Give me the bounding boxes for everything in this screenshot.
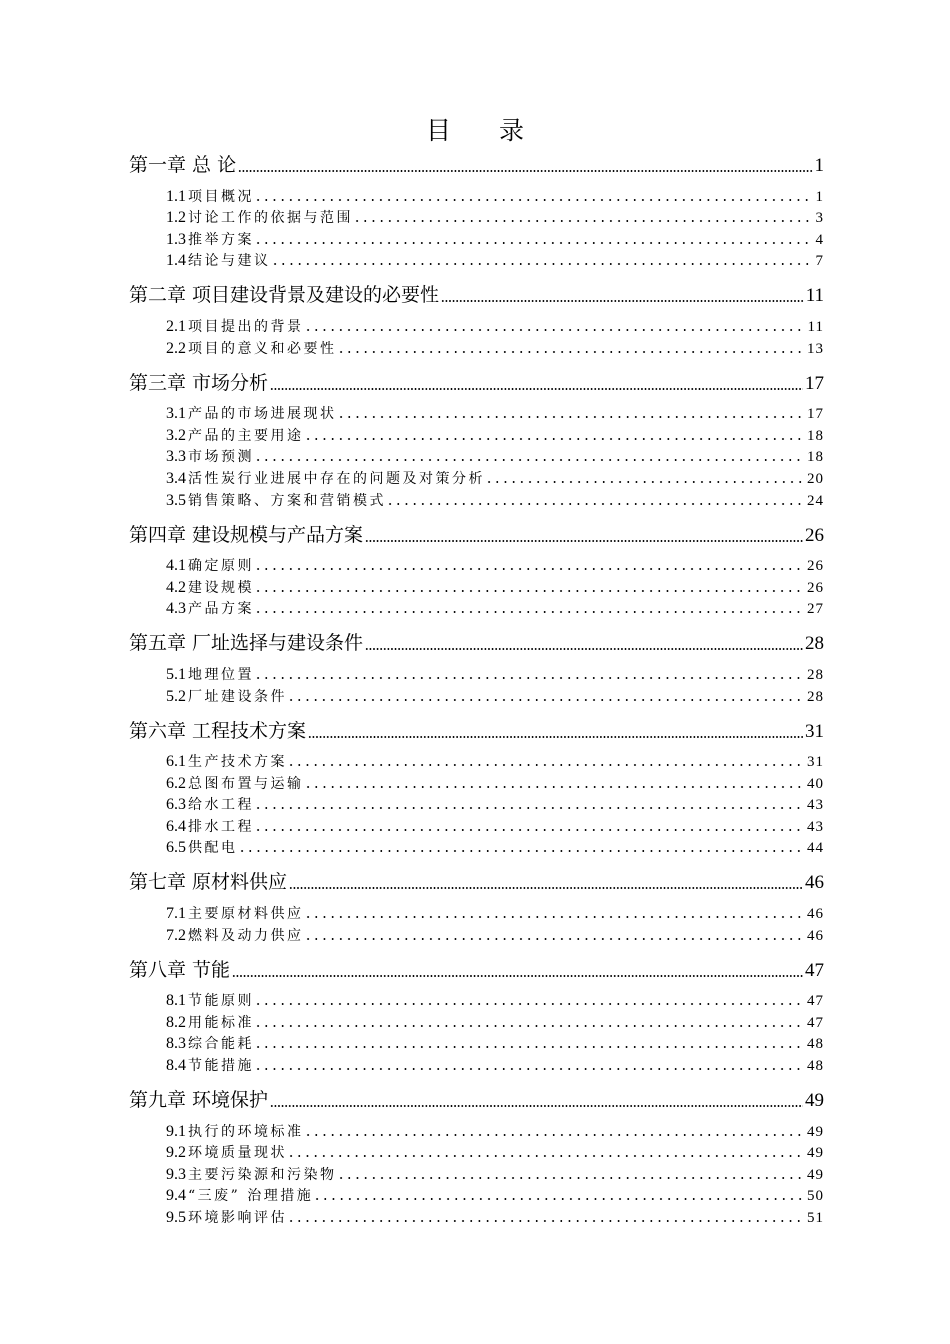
section-page-number: 43 bbox=[807, 818, 824, 835]
dot-leader bbox=[304, 437, 805, 441]
section-number: 1.4 bbox=[166, 252, 186, 270]
section-title: 产品的市场进展现状 bbox=[188, 406, 337, 423]
section-list bbox=[129, 982, 824, 1079]
dot-leader bbox=[353, 219, 813, 223]
toc-chapter-entry[interactable] bbox=[129, 275, 824, 307]
dot-leader bbox=[270, 387, 803, 391]
toc-section-entry[interactable] bbox=[166, 554, 824, 576]
toc-section-entry[interactable] bbox=[166, 1141, 824, 1163]
dot-leader bbox=[304, 915, 805, 919]
dot-leader bbox=[238, 849, 805, 853]
chapter-title: 第九章 环境保护 bbox=[129, 1089, 269, 1112]
section-title: 执行的环境标准 bbox=[188, 1123, 304, 1140]
toc-section-entry[interactable] bbox=[166, 793, 824, 815]
section-number: 3.4 bbox=[166, 469, 186, 487]
section-title: 讨论工作的依据与范围 bbox=[188, 210, 353, 227]
chapter-page-number: 28 bbox=[805, 633, 824, 655]
toc-section-entry[interactable] bbox=[166, 445, 824, 467]
toc-section-entry[interactable] bbox=[166, 684, 824, 706]
section-page-number: 47 bbox=[807, 993, 824, 1010]
dot-leader bbox=[337, 415, 805, 419]
section-title: 销售策略、方案和营销模式 bbox=[188, 492, 386, 509]
toc-section-entry[interactable] bbox=[166, 227, 824, 249]
chapter-title: 第一章 总 论 bbox=[129, 154, 237, 176]
dot-leader bbox=[304, 1133, 805, 1137]
dot-leader bbox=[254, 458, 804, 462]
section-page-number: 49 bbox=[807, 1166, 824, 1183]
section-number: 6.3 bbox=[166, 796, 186, 814]
toc-section-entry[interactable] bbox=[166, 423, 824, 445]
section-number: 2.1 bbox=[166, 317, 186, 335]
section-title: 确定原则 bbox=[188, 558, 254, 575]
section-page-number: 48 bbox=[807, 1036, 824, 1053]
table-of-contents bbox=[129, 145, 824, 1231]
section-title: 主要原材料供应 bbox=[188, 906, 304, 923]
section-page-number: 20 bbox=[807, 470, 824, 487]
section-page-number: 27 bbox=[807, 601, 824, 618]
toc-section-entry[interactable] bbox=[166, 771, 824, 793]
section-number: 5.1 bbox=[166, 665, 186, 683]
section-page-number: 4 bbox=[815, 231, 824, 248]
section-number: 3.1 bbox=[166, 405, 186, 423]
section-list bbox=[129, 547, 824, 623]
dot-leader bbox=[287, 1154, 804, 1158]
toc-section-entry[interactable] bbox=[166, 750, 824, 772]
section-number: 6.4 bbox=[166, 817, 186, 835]
section-number: 8.4 bbox=[166, 1057, 186, 1075]
section-title: 主要污染源和污染物 bbox=[188, 1166, 337, 1183]
section-title: 给水工程 bbox=[188, 797, 254, 814]
section-number: 9.5 bbox=[166, 1209, 186, 1226]
dot-leader bbox=[254, 1002, 804, 1006]
toc-section-entry[interactable] bbox=[166, 1162, 824, 1184]
section-list bbox=[129, 1112, 824, 1231]
toc-title: 目 录 bbox=[426, 116, 544, 145]
section-page-number: 17 bbox=[807, 406, 824, 423]
toc-chapter-entry[interactable] bbox=[129, 363, 824, 395]
chapter-page-number: 31 bbox=[805, 720, 824, 742]
chapter-title: 第二章 项目建设背景及建设的必要性 bbox=[129, 284, 440, 307]
toc-section-entry[interactable] bbox=[166, 575, 824, 597]
toc-section-entry[interactable] bbox=[166, 923, 824, 945]
section-page-number: 49 bbox=[807, 1123, 824, 1140]
section-number: 2.2 bbox=[166, 339, 186, 357]
section-number: 4.3 bbox=[166, 600, 186, 618]
section-title: 产品的主要用途 bbox=[188, 427, 304, 444]
section-page-number: 24 bbox=[807, 492, 824, 509]
section-page-number: 43 bbox=[807, 797, 824, 814]
section-page-number: 7 bbox=[815, 253, 824, 270]
section-title: 市场预测 bbox=[188, 449, 254, 466]
toc-section-entry[interactable] bbox=[166, 206, 824, 228]
section-title: 综合能耗 bbox=[188, 1036, 254, 1053]
section-number: 1.2 bbox=[166, 209, 186, 227]
section-title: 生产技术方案 bbox=[188, 754, 287, 771]
toc-section-entry[interactable] bbox=[166, 836, 824, 858]
toc-chapter-entry[interactable] bbox=[129, 623, 824, 655]
chapter-title: 第六章 工程技术方案 bbox=[129, 719, 307, 742]
section-list bbox=[129, 395, 824, 514]
dot-leader bbox=[270, 1104, 803, 1108]
section-page-number: 47 bbox=[807, 1014, 824, 1031]
toc-section-entry[interactable] bbox=[166, 814, 824, 836]
section-page-number: 13 bbox=[807, 340, 824, 357]
chapter-title: 第八章 节能 bbox=[129, 958, 231, 981]
toc-chapter-entry[interactable] bbox=[129, 1080, 824, 1112]
section-title: 节能原则 bbox=[188, 993, 254, 1010]
dot-leader bbox=[304, 937, 805, 941]
section-page-number: 3 bbox=[815, 210, 824, 227]
toc-section-entry[interactable] bbox=[166, 1184, 824, 1206]
chapter-page-number: 26 bbox=[805, 524, 824, 546]
dot-leader bbox=[254, 198, 813, 202]
section-number: 7.2 bbox=[166, 926, 186, 944]
section-title: 厂址建设条件 bbox=[188, 688, 287, 705]
section-title: “三废” 治理措施 bbox=[188, 1188, 314, 1205]
section-number: 7.1 bbox=[166, 905, 186, 923]
section-title: 用能标准 bbox=[188, 1014, 254, 1031]
dot-leader bbox=[254, 1067, 804, 1071]
section-title: 地理位置 bbox=[188, 666, 254, 683]
toc-section-entry[interactable] bbox=[166, 466, 824, 488]
dot-leader bbox=[289, 886, 803, 890]
section-list bbox=[129, 307, 824, 361]
section-page-number: 40 bbox=[807, 775, 824, 792]
dot-leader bbox=[254, 828, 804, 832]
chapter-page-number: 49 bbox=[805, 1090, 824, 1112]
section-page-number: 49 bbox=[807, 1145, 824, 1162]
section-number: 8.1 bbox=[166, 992, 186, 1010]
toc-chapter-entry[interactable] bbox=[129, 711, 824, 743]
chapter-page-number: 46 bbox=[805, 872, 824, 894]
dot-leader bbox=[254, 567, 804, 571]
chapter-page-number: 47 bbox=[805, 959, 824, 981]
section-number: 1.3 bbox=[166, 230, 186, 248]
dot-leader bbox=[365, 539, 803, 543]
dot-leader bbox=[254, 806, 804, 810]
dot-leader bbox=[287, 763, 804, 767]
toc-section-entry[interactable] bbox=[166, 314, 824, 336]
dot-leader bbox=[287, 1219, 804, 1223]
section-page-number: 50 bbox=[807, 1188, 824, 1205]
dot-leader bbox=[337, 350, 805, 354]
toc-section-entry[interactable] bbox=[166, 597, 824, 619]
section-page-number: 46 bbox=[807, 906, 824, 923]
toc-section-entry[interactable] bbox=[166, 1032, 824, 1054]
toc-section-entry[interactable] bbox=[166, 1053, 824, 1075]
dot-leader bbox=[287, 698, 804, 702]
section-title: 产品方案 bbox=[188, 601, 254, 618]
section-title: 环境质量现状 bbox=[188, 1145, 287, 1162]
section-number: 4.2 bbox=[166, 578, 186, 596]
chapter-page-number: 11 bbox=[805, 285, 824, 307]
section-number: 8.3 bbox=[166, 1035, 186, 1053]
dot-leader bbox=[254, 241, 813, 245]
dot-leader bbox=[313, 1197, 804, 1201]
section-number: 3.3 bbox=[166, 448, 186, 466]
toc-chapter-entry[interactable] bbox=[129, 950, 824, 982]
toc-section-entry[interactable] bbox=[166, 336, 824, 358]
section-number: 3.2 bbox=[166, 426, 186, 444]
section-page-number: 28 bbox=[807, 688, 824, 705]
dot-leader bbox=[254, 1024, 804, 1028]
section-title: 项目的意义和必要性 bbox=[188, 340, 337, 357]
chapter-page-number: 1 bbox=[814, 155, 824, 176]
section-number: 1.1 bbox=[166, 187, 186, 205]
section-number: 5.2 bbox=[166, 687, 186, 705]
section-title: 排水工程 bbox=[188, 818, 254, 835]
section-title: 活性炭行业进展中存在的问题及对策分析 bbox=[188, 470, 485, 487]
toc-chapter-entry[interactable] bbox=[129, 515, 824, 547]
dot-leader bbox=[254, 676, 804, 680]
section-list bbox=[129, 177, 824, 274]
section-title: 环境影响评估 bbox=[188, 1210, 287, 1226]
dot-leader bbox=[485, 480, 804, 484]
dot-leader bbox=[304, 328, 805, 332]
toc-section-entry[interactable] bbox=[166, 402, 824, 424]
toc-section-entry[interactable] bbox=[166, 1119, 824, 1141]
dot-leader bbox=[304, 785, 805, 789]
dot-leader bbox=[308, 735, 803, 739]
section-number: 9.4 bbox=[166, 1187, 186, 1205]
dot-leader bbox=[441, 299, 804, 303]
section-list bbox=[129, 894, 824, 948]
section-title: 结论与建议 bbox=[188, 253, 271, 270]
dot-leader bbox=[365, 647, 803, 651]
section-page-number: 31 bbox=[807, 754, 824, 771]
toc-section-entry[interactable] bbox=[166, 249, 824, 271]
section-page-number: 44 bbox=[807, 840, 824, 857]
chapter-title: 第七章 原材料供应 bbox=[129, 871, 288, 894]
section-title: 推举方案 bbox=[188, 231, 254, 248]
section-title: 节能措施 bbox=[188, 1058, 254, 1075]
dot-leader bbox=[232, 974, 803, 978]
dot-leader bbox=[238, 169, 812, 173]
chapter-title: 第五章 厂址选择与建设条件 bbox=[129, 632, 364, 655]
dot-leader bbox=[386, 502, 804, 506]
toc-section-entry[interactable] bbox=[166, 901, 824, 923]
section-page-number: 18 bbox=[807, 427, 824, 444]
section-number: 8.2 bbox=[166, 1013, 186, 1031]
dot-leader bbox=[254, 1045, 804, 1049]
section-page-number: 11 bbox=[807, 318, 824, 335]
chapter-page-number: 17 bbox=[805, 372, 824, 394]
section-number: 9.3 bbox=[166, 1165, 186, 1183]
dot-leader bbox=[271, 262, 813, 266]
section-number: 6.2 bbox=[166, 774, 186, 792]
toc-section-entry[interactable] bbox=[166, 1010, 824, 1032]
toc-section-entry[interactable] bbox=[166, 1205, 824, 1227]
section-title: 供配电 bbox=[188, 840, 238, 857]
section-title: 总图布置与运输 bbox=[188, 775, 304, 792]
section-number: 4.1 bbox=[166, 557, 186, 575]
section-number: 9.1 bbox=[166, 1122, 186, 1140]
section-page-number: 48 bbox=[807, 1058, 824, 1075]
section-list bbox=[129, 655, 824, 709]
section-page-number: 18 bbox=[807, 449, 824, 466]
toc-section-entry[interactable] bbox=[166, 989, 824, 1011]
section-number: 6.5 bbox=[166, 839, 186, 857]
toc-chapter-entry[interactable] bbox=[129, 145, 824, 177]
dot-leader bbox=[337, 1176, 805, 1180]
section-list bbox=[129, 743, 824, 862]
toc-section-entry[interactable] bbox=[166, 488, 824, 510]
section-page-number: 51 bbox=[807, 1210, 824, 1226]
dot-leader bbox=[254, 610, 804, 614]
section-number: 6.1 bbox=[166, 753, 186, 771]
section-title: 建设规模 bbox=[188, 579, 254, 596]
section-number: 9.2 bbox=[166, 1144, 186, 1162]
section-number: 3.5 bbox=[166, 491, 186, 509]
dot-leader bbox=[254, 589, 804, 593]
section-title: 项目提出的背景 bbox=[188, 318, 304, 335]
section-title: 燃料及动力供应 bbox=[188, 927, 304, 944]
section-page-number: 46 bbox=[807, 927, 824, 944]
toc-section-entry[interactable] bbox=[166, 184, 824, 206]
section-page-number: 1 bbox=[815, 188, 824, 205]
chapter-title: 第三章 市场分析 bbox=[129, 371, 269, 394]
section-page-number: 26 bbox=[807, 558, 824, 575]
section-title: 项目概况 bbox=[188, 188, 254, 205]
section-page-number: 28 bbox=[807, 666, 824, 683]
section-page-number: 26 bbox=[807, 579, 824, 596]
chapter-title: 第四章 建设规模与产品方案 bbox=[129, 523, 364, 546]
toc-chapter-entry[interactable] bbox=[129, 862, 824, 894]
toc-section-entry[interactable] bbox=[166, 662, 824, 684]
